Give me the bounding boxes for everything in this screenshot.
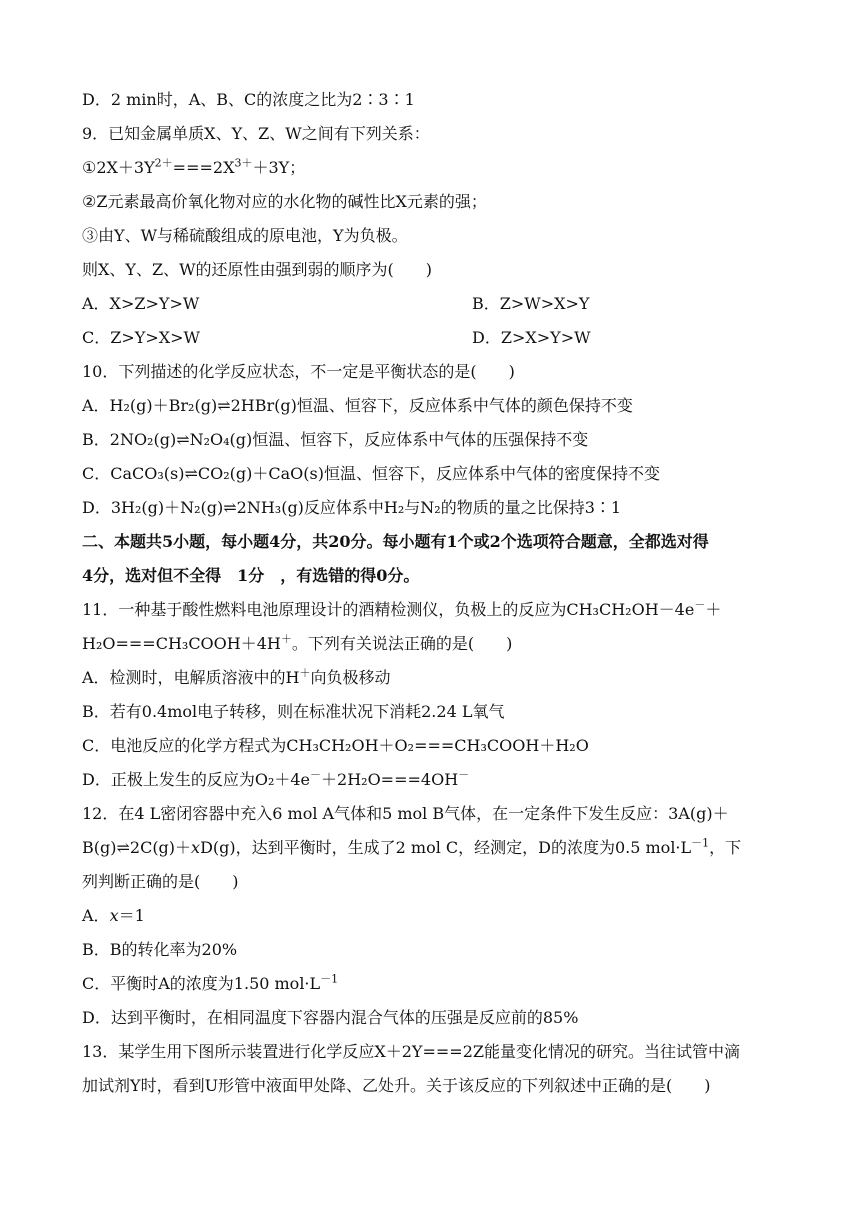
q11-option-d: D．正极上发生的反应为O₂＋4e－＋2H₂O===4OH－ — [82, 768, 470, 789]
q11-option-a: A．检测时，电解质溶液中的H＋向负极移动 — [82, 666, 391, 687]
q9-option-d: D．Z>X>Y>W — [472, 328, 591, 347]
q12-option-b: B．B的转化率为20% — [82, 940, 238, 959]
q12-option-a: A．x＝1 — [82, 906, 145, 925]
section-2-heading-line-2: 4分，选对但不全得 1分 ，有选错的得0分。 — [82, 566, 420, 585]
q9-ask: 则X、Y、Z、W的还原性由强到弱的顺序为( ) — [82, 260, 433, 279]
q9-condition-1: $①2X+3Y^{2+}===2X^{3+}+3Y$； — [82, 156, 306, 177]
q10-option-a: A．H₂(g)＋Br₂(g)⇌2HBr(g)恒温、恒容下，反应体系中气体的颜色保持不变 — [82, 396, 633, 415]
q9-option-a: A．X>Z>Y>W — [82, 294, 200, 313]
q11-option-c: C．电池反应的化学方程式为CH₃CH₂OH＋O₂===CH₃COOH＋H₂O — [82, 736, 589, 755]
q10-stem: 10．下列描述的化学反应状态，不一定是平衡状态的是( ) — [82, 362, 515, 381]
q9-option-b: B．Z>W>X>Y — [472, 294, 590, 313]
q12-stem-line-3: 列判断正确的是( ) — [82, 872, 239, 891]
q10-option-c: C．CaCO₃(s)⇌CO₂(g)＋CaO(s)恒温、恒容下，反应体系中气体的密度保持不变 — [82, 464, 660, 483]
q9-options-row-1 — [82, 293, 590, 315]
q9-condition-2: ②Z元素最高价氧化物对应的水化物的碱性比X元素的强； — [82, 192, 487, 211]
q9-option-c: C．Z>Y>X>W — [82, 328, 200, 347]
q9-stem: 9．已知金属单质X、Y、Z、W之间有下列关系： — [82, 124, 430, 143]
q11-stem-line-1: 11．一种基于酸性燃料电池原理设计的酒精检测仪，负极上的反应为CH₃CH₂OH－4e－＋ — [82, 598, 722, 619]
q11-option-b: B．若有0.4mol电子转移，则在标准状况下消耗2.24 L氧气 — [82, 702, 505, 721]
q10-option-b: B．2NO₂(g)⇌N₂O₄(g)恒温、恒容下，反应体系中气体的压强保持不变 — [82, 430, 589, 449]
q10-option-d: D．3H₂(g)＋N₂(g)⇌2NH₃(g)反应体系中H₂与N₂的物质的量之比保持3∶1 — [82, 498, 622, 517]
q12-stem-line-1: 12．在4 L密闭容器中充入6 mol A气体和5 mol B气体，在一定条件下发生反应：3A(g)＋ — [82, 804, 729, 823]
section-2-heading-line-1: 二、本题共5小题，每小题4分，共20分。每小题有1个或2个选项符合题意，全都选对得 — [82, 532, 709, 551]
q13-stem-line-1: 13．某学生用下图所示装置进行化学反应X＋2Y===2Z能量变化情况的研究。当往试管中滴 — [82, 1042, 741, 1061]
q13-stem-line-2: 加试剂Y时，看到U形管中液面甲处降、乙处升。关于该反应的下列叙述中正确的是( ) — [82, 1076, 711, 1095]
q12-stem-line-2: B(g)⇌2C(g)＋xD(g)，达到平衡时，生成了2 mol C，经测定，D的浓度为0.5 $mol\cdot L^{-1}$，下 — [82, 836, 742, 857]
q9-condition-3: ③由Y、W与稀硫酸组成的原电池，Y为负极。 — [82, 226, 408, 245]
q11-stem-line-2: H₂O===CH₃COOH＋4H＋。下列有关说法正确的是( ) — [82, 632, 513, 653]
q12-option-d: D．达到平衡时，在相同温度下容器内混合气体的压强是反应前的85% — [82, 1008, 579, 1027]
q12-option-c: C．平衡时A的浓度为1.50 $mol\cdot L^{-1}$ — [82, 972, 339, 993]
q9-options-row-2 — [82, 327, 591, 349]
q8-option-d: D．2 min时，A、B、C的浓度之比为2∶3∶1 — [82, 90, 415, 109]
